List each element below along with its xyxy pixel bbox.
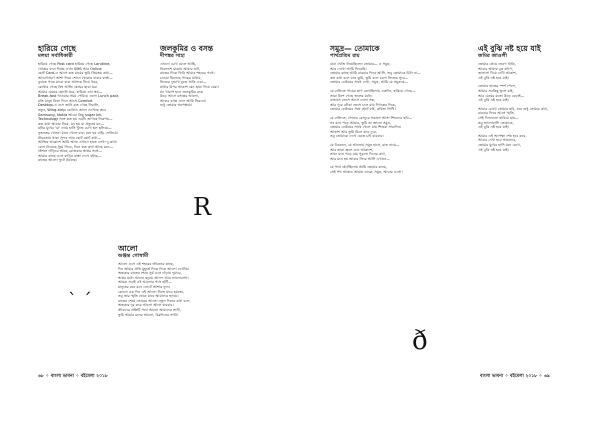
poem-line: এই বুঝি নষ্ট হয়ে যাই। [478,75,509,80]
poem-line: মন খারাপ হলে জলকুমির রঙে [160,89,204,94]
poem-line: তোমার হাতের স্পর্শ পেলে, [478,84,517,89]
poem-line: বাবা খোঁজ নিয়েছিলেন তোমার— এ সমুদ্র, [330,62,391,66]
poem-line: তোমার প্রেমে জেগে থাকি, [478,62,516,66]
poem-lines [330,62,460,174]
poem-line: মনির মুখের 'মা' নামে হাসি খুঁজে চোখ ছল ছলিয়ে— [38,126,112,131]
poem-line: তখন মনে পড়ে যায় পুরনো দিনের কথা, [330,152,386,157]
poem-line: বারবার ফিরে আসে স্মৃতি, [478,111,515,116]
poem-line: উড়ে আসে বসন্তের আলো, [160,94,200,99]
poem-line: তবু তোমাকে দেখে যেতে চাই বারবার। [330,134,384,139]
poem-line: যে বিকেলে, যে আলোয় সমুদ্র হাসে, রাত নামে— [330,142,400,147]
poem-author: মলয়া সর্বাধিকারী [38,53,73,59]
poem-line: বুঝতে পারে মাঝে বাবা আসছে নিয়ে খবর, [38,80,99,85]
poem-author: অঞ্জন্ত গোস্বামী [118,253,149,259]
poem-line: কোথায় গেছে বিশ্ব আজি মেঘের ছায়া ঘর। [38,84,98,89]
poem-line: তবু ভালোবাসি তোমাকে, [478,120,514,125]
poem-line: এই বুঝি নষ্ট হয়ে যাই। [478,125,509,130]
poem-5 [478,44,568,152]
poem-line: যে পথে হেঁটেছিলাম আমি তোমার কাছে, [330,165,387,170]
poem-line: তোমার ঢেউয়ের সাথে দেখা, সমুদ্র, আমি যে সমুদ্রকে— [330,80,409,85]
page-footer-right: বাংলা ভাবনা ✧ বইমেলা ২০১৮ ✧ ৬৯ [480,374,550,379]
poem-line: সেই দিনগুলো হারিয়ে যায়— [478,115,519,120]
poem-line: Samsung, Nokia আরো কিছু sugar bit, [38,112,103,117]
poem-author: দীপঙ্কর সাহা [160,53,185,59]
poem-line: এখনো চোখ মেলে আছি, [160,62,197,66]
poem-line: এই বুঝি নষ্ট হয়ে যাই। [478,147,509,152]
poem-line: তারা মিশে গেছে জলের মধ্যে। [330,93,373,98]
poem-line: আমার মেয়ের ছোটো ঘরে, হারিয়ে ওঠা স্বপ্ন— [38,89,103,94]
poem-lines [160,62,270,108]
poem-lines [118,262,288,317]
poem-4 [330,44,460,174]
poem-line: নিরুদ্দেশ যাত্রায় আমার ঘাট, [160,66,201,71]
poem-lines [478,62,568,152]
poem-title: এই বুঝি নষ্ট হয়ে যাই [478,44,541,53]
poem-line: আজির আকাশে আমি আজ এখানে হাতে লেখা দু-কথা। [38,140,118,145]
poem-line: জানালা দিয়ে দেখি আকাশ, [478,71,517,76]
poem-line: নীরবতায় থাকা সুন্দর আর ছোট ছোট কথা— [38,135,101,140]
poem-title: হারিয়ে গেছে [38,44,76,53]
accent-marks-glyph: ˋ ˊ [68,290,92,311]
right-page [300,0,600,424]
poem-line: আমার চোখে তোমার ছবি, মনে শুধু তোমার কথা, [478,106,548,111]
poem-line: আমার সবকিছু ভুলে যাই, [478,88,514,93]
poem-line: রাতের আলো ফুটে উঠেছে। [38,158,78,163]
poem-line: আর মনে হয় আবার ফিরে আসি এখানে— [330,156,390,161]
poem-line: খোকার বাবা দিচ্ছে এখন SMS আর Online [38,66,102,71]
poem-line: Break-fast খাওয়ার সময় পেরিয়ে এলো Lunch pack [38,94,119,99]
poem-1 [38,44,143,163]
poem-line: মানুষের মনে মনে ফোটে আশার ফুল। [118,284,170,289]
poem-line: বেলা নিয়েছে ধুয়ে ফিরে, দিনে কত কথা আছে মনে— [38,144,114,149]
poem-line: আবার আমার বুক কাঁপে, [478,66,513,71]
poem-line: আবার দেখা হবে আমাদের, [478,138,517,143]
poem-line: আমার এই অপেক্ষা শেষ হবে কবে, [478,133,527,138]
poem-line: এই বুঝি নষ্ট হয়ে যাই। [478,98,509,103]
poem-line: মতি মানুষ নিত্য দিনে আসে Comfort [38,98,93,103]
poem-title: সমুদ্র— তোমাকে [330,44,380,53]
poem-line: অন্ধকার রাতের শেষে সূর্য এসে দাঁড়ায় দুয়ারে, [118,271,182,276]
poem-author: জমির জাওলী [478,53,507,59]
poem-line: নুতনতর খেলনা মানে খেলে বাবা মনে হয় বাড়ি ফেলিয়ে। [38,130,118,135]
poem-line: হারিয়ে গেছে Post card হারিয়ে গেছে Landline, [38,62,111,66]
poem-line: সব মনে পড়ে আমার, তুমি তা জানো সমুদ্র, [330,120,391,125]
poem-line: যে বালিতে পায়ের ছাপ রেখেছিলাম একদিন, হারিয়ে গেছে— [330,88,416,93]
poem-lines [38,62,143,163]
poem-line: ষ্টেশনে দাঁড়িয়ে আছে রোজকার স্বপ্নের সঙ্গে— [38,149,102,154]
poem-line: কত কথা বলে যাও তুমি, তুমি বলে চলো নিজের সুরে— [330,75,409,80]
poem-line: নিজের দুচোখ বুজে থাকি একা— [160,80,207,85]
poem-line: আলো এসে এই শহরের জীবনের কাছে, [118,262,174,266]
poem-line: দিন আমার প্রতি মুহূর্তে দিকে দিকে আলো ফোটায়। [118,266,190,271]
poem-title: জলকুমির ও বসন্ত [160,44,214,53]
poem-line: জীবনের প্রতিটি পথে আলো আমাদের সাথী, [118,307,181,312]
poem-line: কোনো এক দিন এই আলো নিভে যাবে হয়তো, [118,289,185,294]
poem-line: আমরা সবাই এই আলোর পথে হাঁটি— [118,280,172,285]
poem-title: আলো [118,244,138,253]
poem-line: চাওয়া মিলেছে গাছের মাথায়, [160,75,202,80]
poem-line: রাতের দিকে ফিরি আমার শহরের পথে। [160,71,215,76]
poem-line: অন্ধকার দূর করে আলো আসে বারবার। [118,303,174,308]
poem-line: তোমার মুখের হাসি মনে রেখে, [478,142,521,147]
poem-line: আর তারা জ্বলে ওঠে আকাশে, [330,147,374,152]
poem-line: বাতাসে ভেসে আসে নোনা গন্ধ, [330,98,376,103]
letter-r-glyph: R [193,193,212,221]
poem-line: স্বপ্নের মধ্যে আলো ছড়ায় আনন্দ আর ভালোবাসা। [118,275,189,280]
poem-3 [118,244,288,317]
poem-line: তবু তার স্মৃতি থেকে যাবে আমাদের হৃদয়ে। [118,294,179,299]
page-footer-left: ৬৮ ✧ বাংলা ভাবনা ✧ বইমেলা ২০১৮ [38,374,108,379]
poem-line: তোমার ঢেউয়ের সঙ্গে হেঁটে যাই, কবিতা লিখি। [330,107,396,112]
poem-line: আর দেখো আমি ফিরেছি। [330,66,367,71]
poem-line: Desktop-এ বসে জানি কত গেছে নিরালি, [38,103,100,108]
poem-line: শুধু তোমার অপেক্ষায়। [160,103,192,108]
letter-eth-glyph: ð [412,326,428,356]
poem-line: আর মেঘের মতো উড়ে বেড়াই— [478,93,525,98]
poem-line: নতুন, Wing-strip কোথাও জানে দেখেছে তবে [38,107,106,112]
poem-line: আমার কাছে এসে বাড়ির রাস্তা দেখে বইছে— [38,153,102,158]
poem-line: তোমার ঢেউয়ের সাথে খেলে যায় শিশুরা সারাদিন। [330,125,402,130]
poem-line: ছোট Card-এ আসে কত মায়ের ভুরি প্রিয়তম কথা— [38,71,113,76]
poem-line: আকাশ আর তুমি মিলে যাও দূরে, [330,129,377,134]
poem-line: তোমার কাছে আমি বারবার ফিরে আসি, তবু তোমাকে চিনি না— [330,71,421,76]
poem-line: যে বালিতে, সোনার রোদ্দুরে সকালে আসা শিশুদের ছবি— [330,115,413,120]
poem-2 [160,44,270,108]
poem-line: কত কথা আমার নিয়ে, মন হয় যা প্রত্যুষে মন— [38,121,105,126]
poem-line: আবেগপ্রবণ আশা নিয়ে শোনে খোকার বাবার বার্তা— [38,75,113,80]
poem-line: রাতের শেষে ভোরের আলো নতুন দিনের কথা বলে, [118,298,191,303]
poem-line: মাথার উপর আকাশ যেন ছায়া দিয়ে ঘেরা। [160,84,219,89]
poem-author: পার্থপ্রতিম রায় [330,53,360,59]
poem-line: তুমি আমার মনের আলো, চিরদিনের সাথী। [118,312,179,317]
poem-line: আর দূরে নৌকা ভেসে চলে যায় দিগন্তের দিকে, [330,102,397,107]
poem-line: আবার বসন্ত এলে আমি ফিরবো। [160,98,207,103]
poem-line: Technology সঙ্গে কত হয় এমনি জাগছে নিরুপম— [38,117,113,122]
poem-line: সেই পথ আজও আমায় ডাকে, সমুদ্র, আবার এসো। [330,169,403,174]
